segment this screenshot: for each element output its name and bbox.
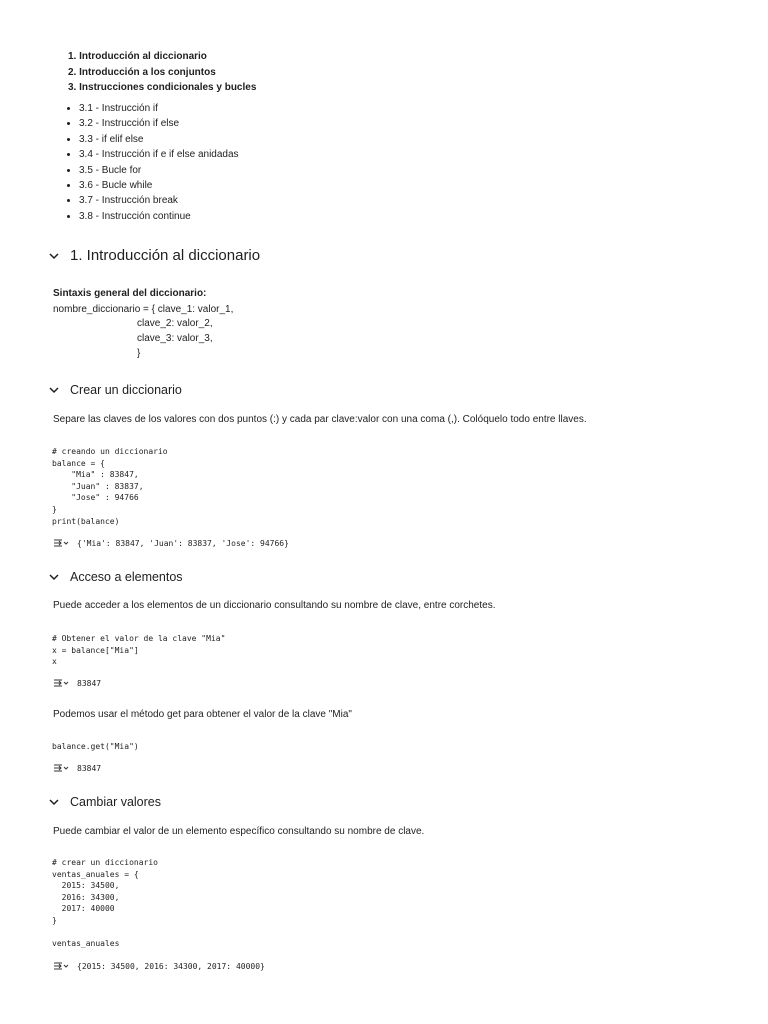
toc-subitem[interactable]: • 3.4 - Instrucción if e if else anidadas [79,147,239,162]
section-title: Crear un diccionario [70,383,182,397]
toc-subitem[interactable]: • 3.8 - Instrucción continue [79,209,239,224]
chevron-down-icon[interactable] [48,571,60,583]
syntax-label: Sintaxis general del diccionario: [53,288,207,299]
output-toggle-icon[interactable] [53,763,69,773]
output-text: 83847 [77,763,102,773]
toc-subitem[interactable]: • 3.1 - Instrucción if [79,101,239,116]
toc-item[interactable]: 1. Introducción al diccionario [68,51,207,62]
output-text: {'Mia': 83847, 'Juan': 83837, 'Jose': 94766} [77,538,289,548]
paragraph: Separe las claves de los valores con dos puntos (:) y cada par clave:valor con una coma (,). Colóquelo todo entre llaves. [53,414,587,425]
toc-sublist [53,101,239,224]
code-cell[interactable]: # Obtener el valor de la clave "Mia" x = balance["Mia"] x [52,634,226,667]
code-cell[interactable]: balance.get("Mia") [52,742,139,751]
paragraph: Puede acceder a los elementos de un diccionario consultando su nombre de clave, entre corchetes. [53,600,496,611]
cell-output [53,961,265,971]
toc-item[interactable]: 2. Introducción a los conjuntos [68,66,216,78]
syntax-line: clave_2: valor_2, [137,318,213,329]
syntax-line: } [137,348,141,359]
toc-subitem[interactable]: • 3.3 - if elif else [79,132,239,147]
toc-subitem[interactable]: • 3.5 - Bucle for [79,163,239,178]
table-of-contents [53,49,256,96]
syntax-line: clave_3: valor_3, [137,333,213,344]
section-title: Acceso a elementos [70,570,183,584]
syntax-line: nombre_diccionario = { clave_1: valor_1, [53,304,234,315]
output-text: {2015: 34500, 2016: 34300, 2017: 40000} [77,961,265,971]
chevron-down-icon[interactable] [48,250,60,262]
section-title: Cambiar valores [70,795,162,809]
chevron-down-icon[interactable] [48,384,60,396]
output-toggle-icon[interactable] [53,678,69,688]
section-header-cambiar[interactable] [48,795,161,809]
chevron-down-icon[interactable] [48,796,60,808]
toc-subitem[interactable]: • 3.6 - Bucle while [79,178,239,193]
cell-output [53,538,289,548]
output-toggle-icon[interactable] [53,538,69,548]
cell-output [53,678,101,688]
paragraph: Puede cambiar el valor de un elemento específico consultando su nombre de clave. [53,826,425,837]
paragraph: Podemos usar el método get para obtener el valor de la clave "Mia" [53,709,352,720]
section-header-intro[interactable] [48,247,260,264]
section-title: 1. Introducción al diccionario [70,247,261,264]
toc-subitem[interactable]: • 3.2 - Instrucción if else [79,116,239,131]
toc-subitem[interactable]: • 3.7 - Instrucción break [79,193,239,208]
code-cell[interactable]: # creando un diccionario balance = { "Mia" : 83847, "Juan" : 83837, "Jose" : 94766 } print(balance) [52,447,168,526]
section-header-acceso[interactable] [48,570,183,584]
cell-output [53,763,101,773]
code-cell[interactable]: # crear un diccionario ventas_anuales = { 2015: 34500, 2016: 34300, 2017: 40000 } ventas_anuales [52,858,158,949]
output-text: 83847 [77,678,102,688]
output-toggle-icon[interactable] [53,961,69,971]
toc-item[interactable]: 3. Instrucciones condicionales y bucles [68,82,257,93]
section-header-crear[interactable] [48,383,182,397]
